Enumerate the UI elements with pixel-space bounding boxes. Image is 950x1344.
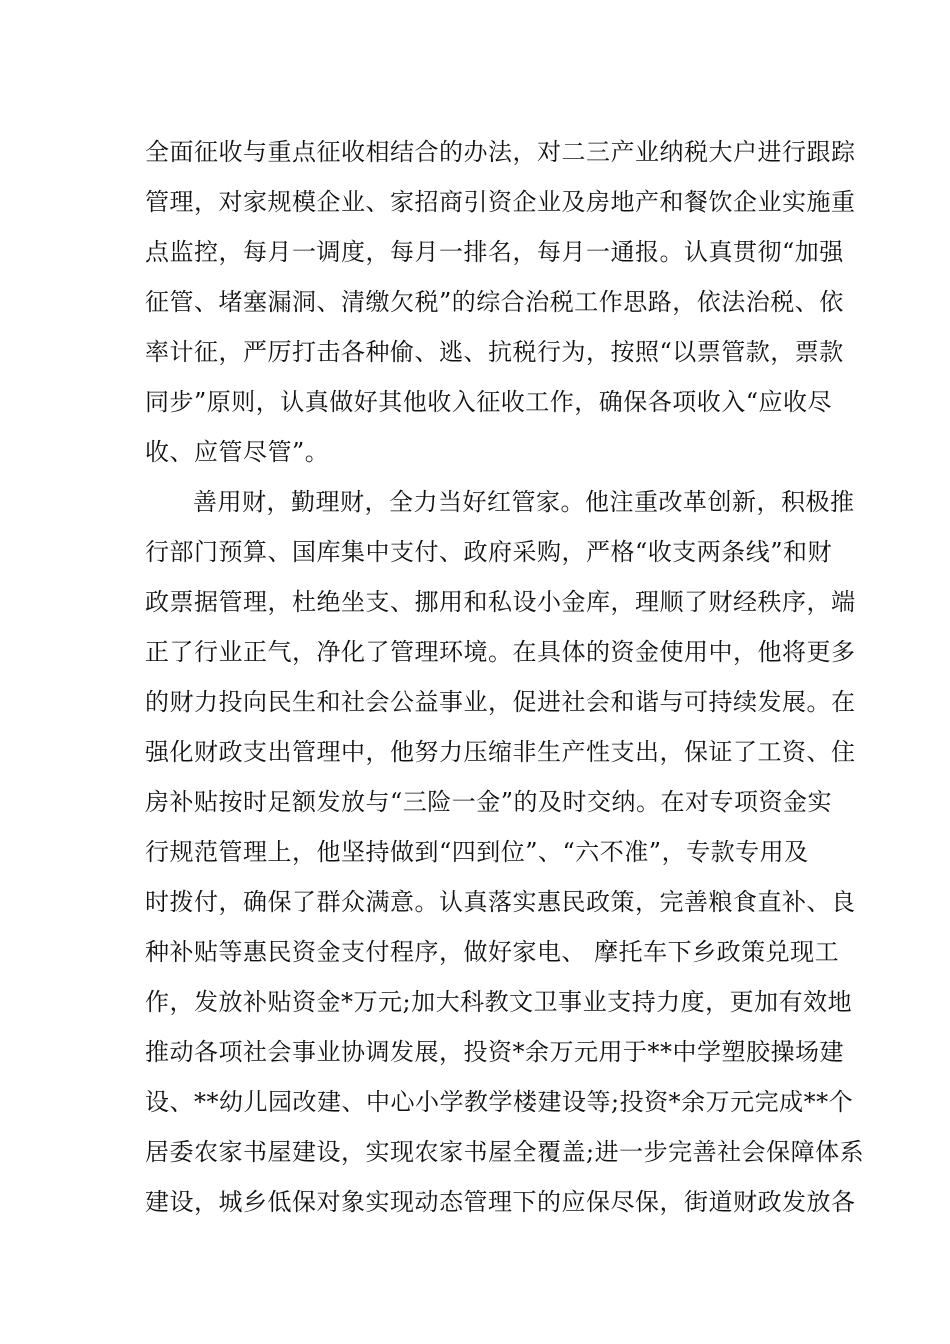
text-line: 居委农家书屋建设，实现农家书屋全覆盖;进一步完善社会保障体系	[145, 1138, 865, 1166]
text-line: 种补贴等惠民资金支付程序，做好家电、 摩托车下乡政策兑现工	[145, 938, 840, 966]
text-line: 时拨付，确保了群众满意。认真落实惠民政策，完善粮食直补、良	[145, 888, 856, 916]
text-line: 正了行业正气，净化了管理环境。在具体的资金使用中，他将更多	[145, 638, 856, 666]
text-line: 行规范管理上，他坚持做到“四到位”、“六不准”，专款专用及	[145, 838, 809, 866]
text-line: 同步”原则，认真做好其他收入征收工作，确保各项收入“应收尽	[145, 388, 833, 416]
text-line: 设、**幼儿园改建、中心小学教学楼建设等;投资*余万元完成**个	[145, 1088, 854, 1116]
text-line: 征管、堵塞漏洞、清缴欠税”的综合治税工作思路，依法治税、依	[145, 288, 844, 316]
text-line: 行部门预算、国库集中支付、政府采购，严格“收支两条线”和财	[145, 538, 833, 566]
text-line: 作，发放补贴资金*万元;加大科教文卫事业支持力度，更加有效地	[145, 988, 853, 1016]
paragraph-first-line: 善用财，勤理财，全力当好红管家。他注重改革创新，积极推	[193, 488, 855, 516]
text-line: 房补贴按时足额发放与“三险一金”的及时交纳。在对专项资金实	[145, 788, 833, 816]
text-line: 的财力投向民生和社会公益事业，促进社会和谐与可持续发展。在	[145, 688, 856, 716]
text-line: 率计征，严厉打击各种偷、逃、抗税行为，按照“以票管款，票款	[145, 338, 844, 366]
text-line: 强化财政支出管理中，他努力压缩非生产性支出，保证了工资、住	[145, 738, 856, 766]
text-line: 管理，对家规模企业、家招商引资企业及房地产和餐饮企业实施重	[145, 188, 856, 216]
text-line: 推动各项社会事业协调发展，投资*余万元用于**中学塑胶操场建	[145, 1038, 844, 1066]
text-line: 建设，城乡低保对象实现动态管理下的应保尽保，街道财政发放各	[145, 1188, 856, 1216]
text-line: 收、应管尽管”。	[145, 438, 330, 466]
text-line: 政票据管理，杜绝坐支、挪用和私设小金库，理顺了财经秩序，端	[145, 588, 856, 616]
text-line: 全面征收与重点征收相结合的办法，对二三产业纳税大户进行跟踪	[145, 138, 856, 166]
text-line: 点监控，每月一调度，每月一排名，每月一通报。认真贯彻“加强	[145, 238, 844, 266]
